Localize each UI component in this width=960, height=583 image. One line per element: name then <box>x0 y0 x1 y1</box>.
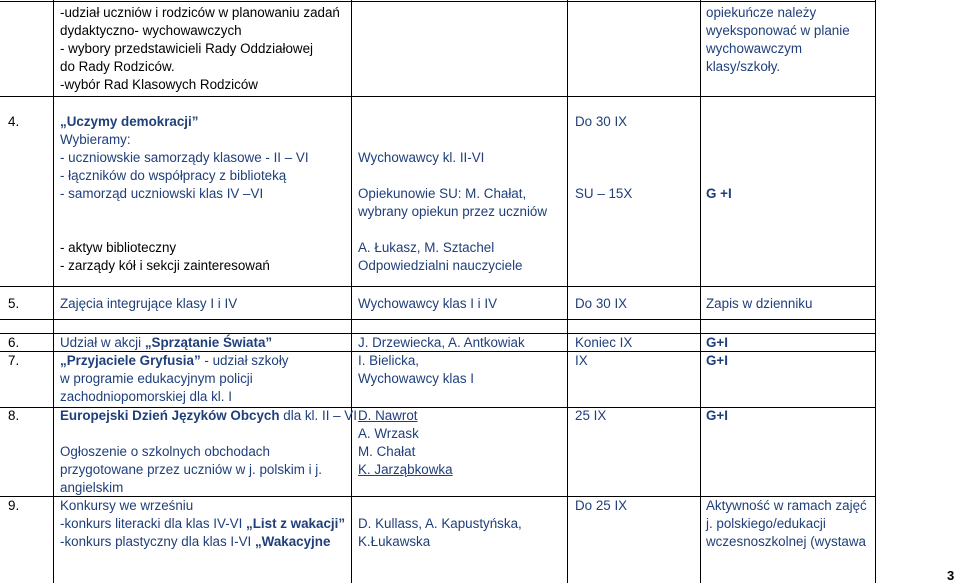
row8-resp-3: M. Chałat <box>358 444 416 459</box>
row8-resp-4: K. Jarząbkowka <box>358 462 453 477</box>
top-note-1: opiekuńcze należy <box>706 5 817 20</box>
row8-resp-1: D. Nawrot <box>358 408 418 423</box>
row7-line-1: w programie edukacyjnym policji <box>60 371 253 386</box>
row9-line-1: Konkursy we wrześniu <box>60 498 194 513</box>
row4-resp-2: Opiekunowie SU: M. Chałat, <box>358 186 527 201</box>
row6-task <box>60 334 272 352</box>
row4-line-6: - zarządy kół i sekcji zainteresowań <box>60 258 270 273</box>
row6-task-prefix: Udział w akcji <box>60 335 145 350</box>
row7-task <box>60 352 289 370</box>
row4-resp-5: Odpowiedzialni nauczyciele <box>358 258 523 273</box>
row8-term: 25 IX <box>575 408 607 423</box>
row7-line-2: zachodniopomorskiej dla kl. I <box>60 389 232 404</box>
row8-task <box>60 407 357 425</box>
top-desc-3: - wybory przedstawicieli Rady Oddziałowej <box>60 41 314 56</box>
row9-note-1: Aktywność w ramach zajęć <box>706 498 867 513</box>
row4-resp-1: Wychowawcy kl. II-VI <box>358 150 485 165</box>
row4-term-2: SU – 15X <box>575 186 633 201</box>
row4-line-5: - aktyw biblioteczny <box>60 240 177 255</box>
row8-number: 8. <box>8 408 20 423</box>
row6-number: 6. <box>8 335 20 350</box>
row5-task: Zajęcia integrujące klasy I i IV <box>60 296 238 311</box>
row4-resp-3: wybrany opiekun przez uczniów <box>358 204 548 219</box>
row9-number: 9. <box>8 498 20 513</box>
top-note-2: wyeksponować w planie <box>706 23 850 38</box>
row4-resp-4: A. Łukasz, M. Sztachel <box>358 240 495 255</box>
row6-note: G+I <box>706 335 728 350</box>
row4-line-4: - samorząd uczniowski klas IV –VI <box>60 186 264 201</box>
row8-line-1: Ogłoszenie o szkolnych obchodach <box>60 444 270 459</box>
row5-resp: Wychowawcy klas I i IV <box>358 296 498 311</box>
row9-term: Do 25 IX <box>575 498 628 513</box>
row4-note: G +I <box>706 186 732 201</box>
row5-term: Do 30 IX <box>575 296 628 311</box>
page-number: 3 <box>947 568 955 583</box>
row9-resp-2: K.Łukawska <box>358 534 431 549</box>
row8-line-3: angielskim <box>60 480 124 495</box>
row7-task-title: „Przyjaciele Gryfusia” <box>60 353 201 368</box>
row-line-0 <box>0 1 876 2</box>
row7-resp-2: Wychowawcy klas I <box>358 371 474 386</box>
row8-task-rest: dla kl. II – VI <box>279 408 357 423</box>
row9-line-3 <box>60 533 330 551</box>
row9-note-3: wczesnoszkolnej (wystawa <box>706 534 867 549</box>
row9-line-2-prefix: -konkurs literacki dla klas IV-VI <box>60 516 247 531</box>
row6-term: Koniec IX <box>575 335 633 350</box>
row9-line-3-prefix: -konkurs plastyczny dla klas I-VI <box>60 534 255 549</box>
top-desc-2: dydaktyczno- wychowawczych <box>60 23 242 38</box>
row-line-3 <box>0 319 876 320</box>
row8-task-title: Europejski Dzień Języków Obcych <box>60 408 280 423</box>
row-line-2 <box>0 286 876 287</box>
row7-note: G+I <box>706 353 728 368</box>
row8-note: G+I <box>706 408 728 423</box>
row5-note: Zapis w dzienniku <box>706 296 813 311</box>
row5-number: 5. <box>8 296 20 311</box>
top-desc-5: -wybór Rad Klasowych Rodziców <box>60 77 258 92</box>
row7-task-rest: - udział szkoły <box>200 353 289 368</box>
row9-line-2-title: „List z wakacji” <box>246 516 346 531</box>
top-desc-1: -udział uczniów i rodziców w planowaniu zadań <box>60 5 340 20</box>
row9-line-2 <box>60 515 345 533</box>
row4-line-2: - uczniowskie samorządy klasowe - II – VI <box>60 150 309 165</box>
row8-line-2: przygotowane przez uczniów w j. polskim i j. <box>60 462 322 477</box>
top-note-3: wychowawczym <box>706 41 802 56</box>
row4-number: 4. <box>8 114 20 129</box>
row9-note-2: j. polskiego/edukacji <box>706 516 826 531</box>
row7-resp-1: I. Bielicka, <box>358 353 420 368</box>
top-note-4: klasy/szkoły. <box>706 59 781 74</box>
row8-resp-2: A. Wrzask <box>358 426 419 441</box>
top-desc-4: do Rady Rodziców. <box>60 59 175 74</box>
row9-resp-1: D. Kullass, A. Kapustyńska, <box>358 516 522 531</box>
row7-term: IX <box>575 353 588 368</box>
row4-title: „Uczymy demokracji” <box>60 114 199 129</box>
row-line-1 <box>0 96 876 97</box>
row6-resp: J. Drzewiecka, A. Antkowiak <box>358 335 525 350</box>
row6-task-title: „Sprzątanie Świata” <box>144 335 273 350</box>
row4-line-3: - łączników do współpracy z biblioteką <box>60 168 287 183</box>
row9-line-3-title: „Wakacyjne <box>254 534 331 549</box>
row4-line-1: Wybieramy: <box>60 132 131 147</box>
row7-number: 7. <box>8 353 20 368</box>
row4-term-1: Do 30 IX <box>575 114 628 129</box>
